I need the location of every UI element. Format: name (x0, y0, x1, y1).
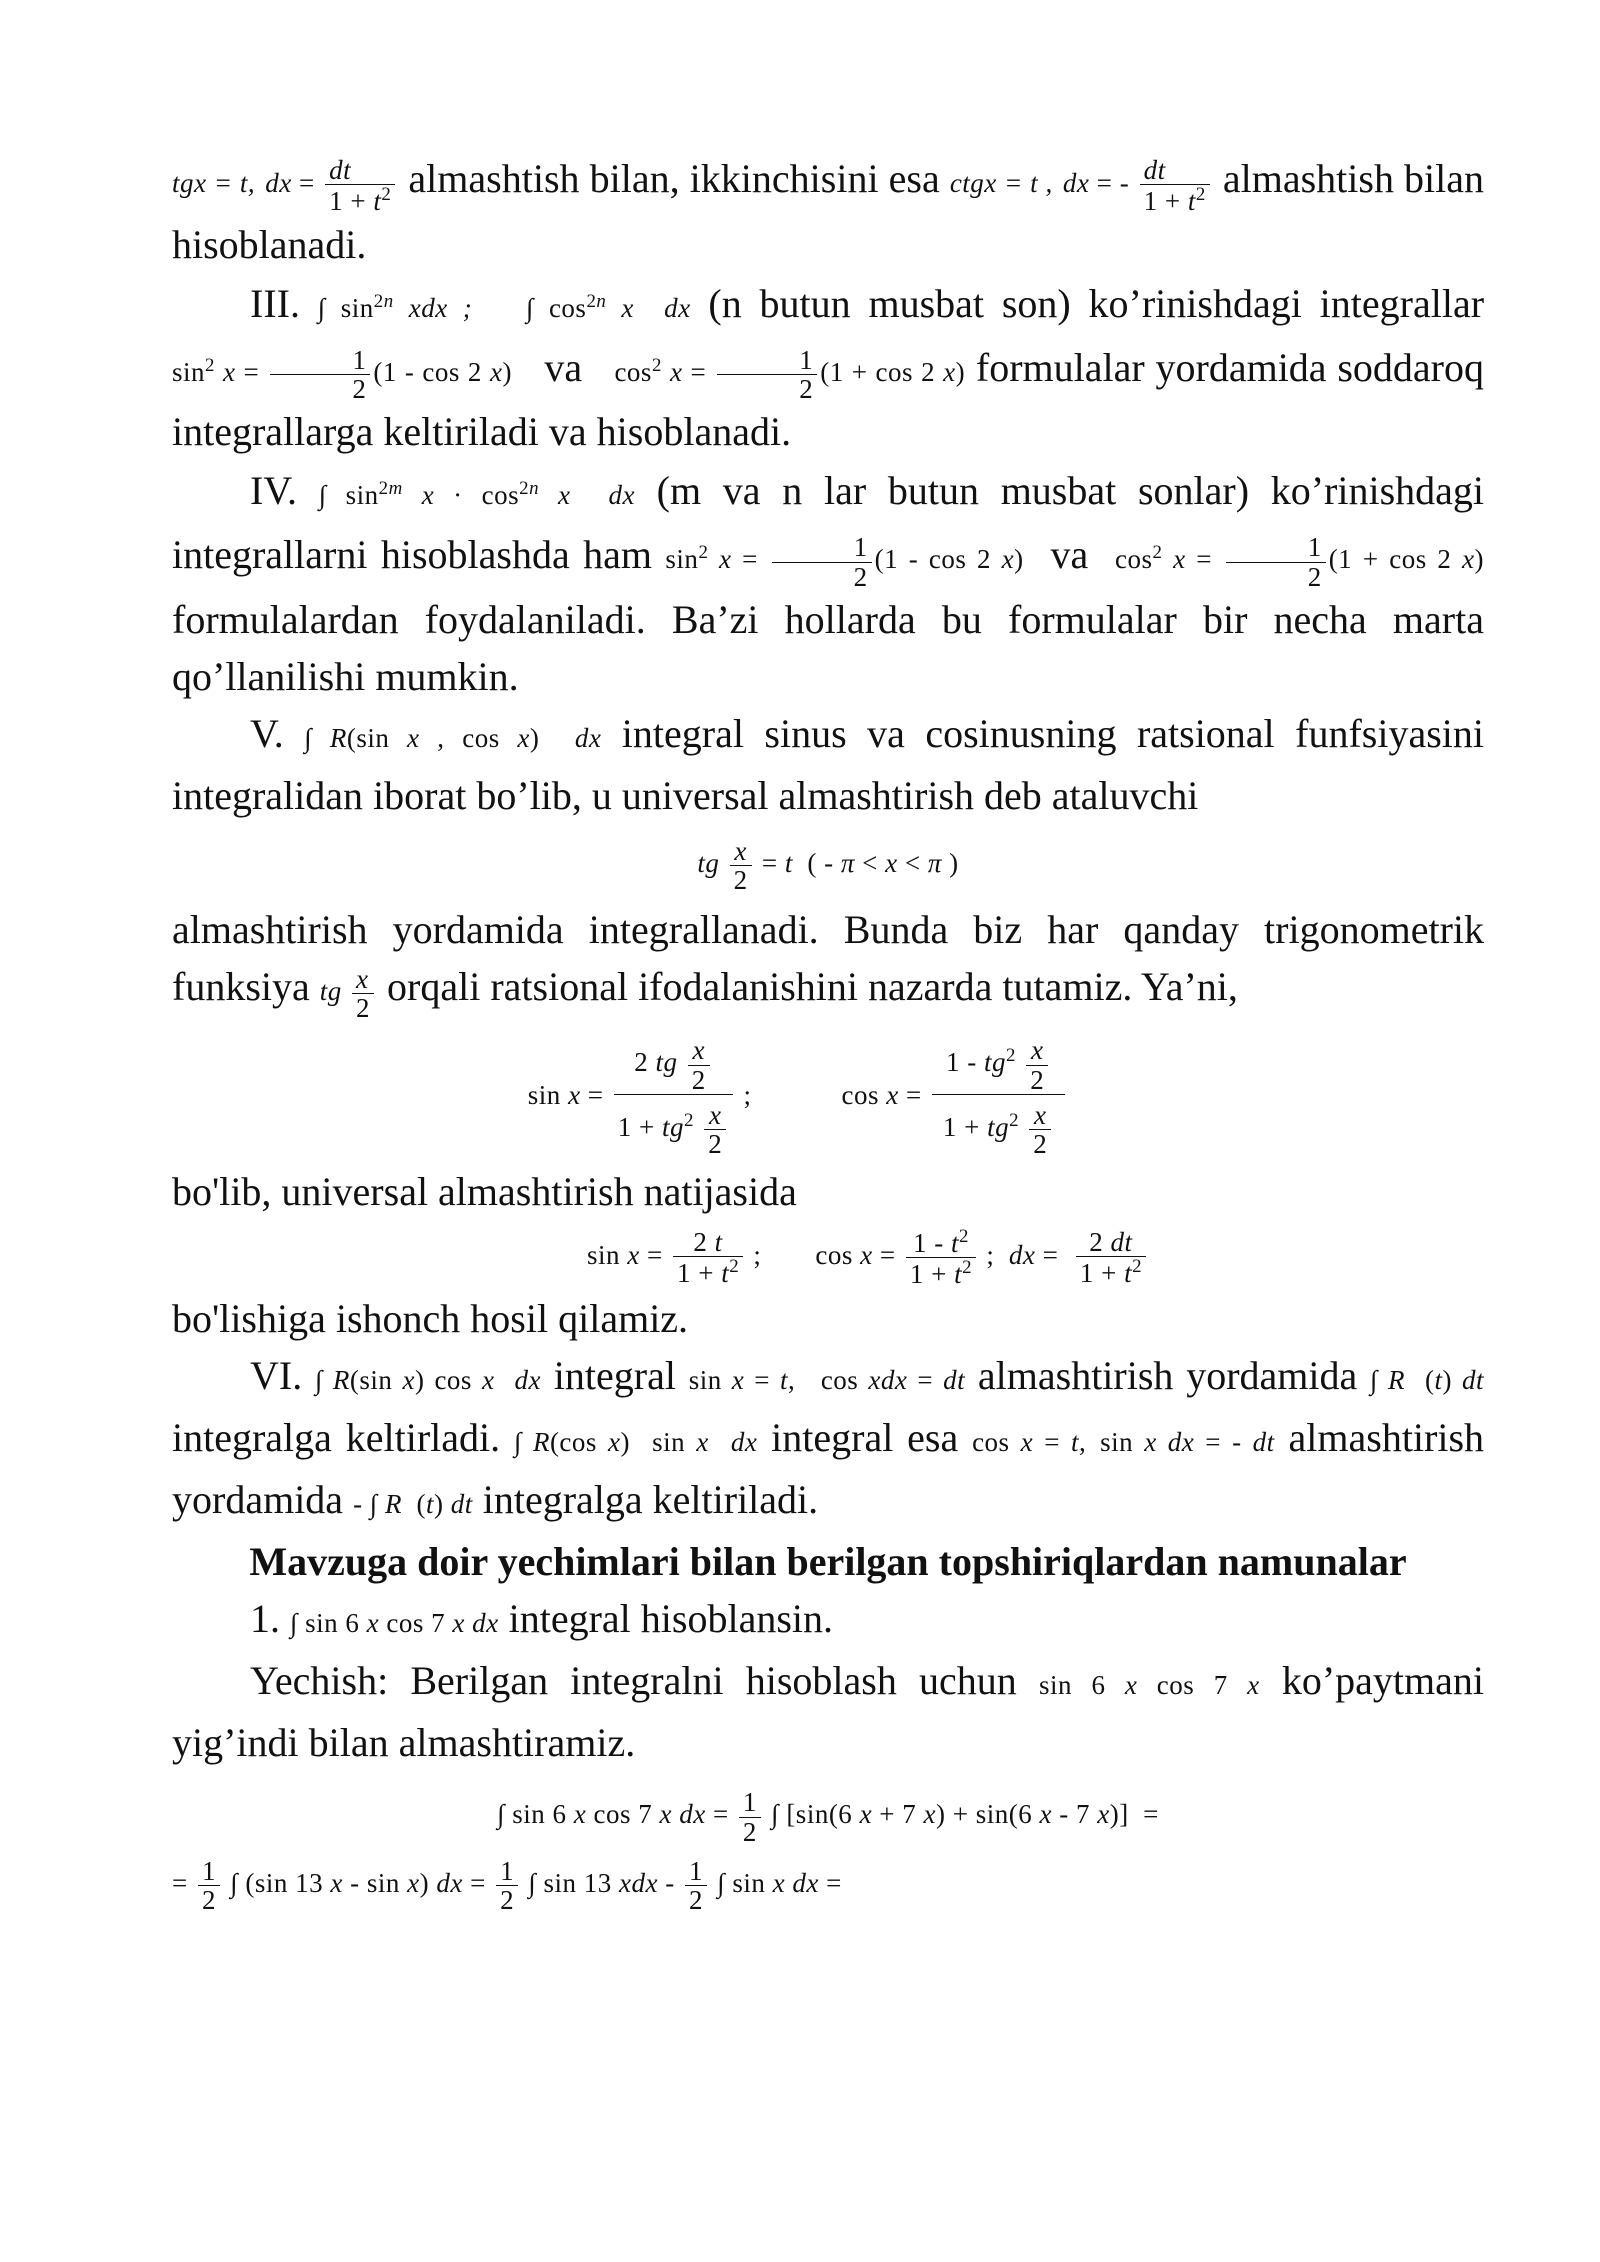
paragraph-text: integral hisoblansin. (508, 1596, 834, 1642)
paragraph-text: (n butun musbat son) ko’rinishdagi integrallar (708, 280, 1485, 326)
formula-dx-1: dx = $\frac{dt}{1 + t^2}$ (265, 168, 398, 198)
paragraph-text: almashtish bilan, ikkinchisini esa (408, 156, 940, 201)
paragraph-text-line (172, 1290, 1484, 1347)
formula-dx-2: dx = - $\frac{dt}{1 + t^2}$ (1063, 168, 1213, 198)
paragraph-substitution-intro (172, 150, 1484, 273)
formula-minus-int-R-t: - ∫ R (t) dt (353, 1489, 473, 1520)
paragraph-iv (172, 460, 1484, 705)
formula-int-cos2n: ∫ $\cos^{2n} x$ dx (525, 290, 691, 323)
formula-ctgx-t: ctgx = t , (949, 168, 1053, 198)
formula-solution-step-2: = $\frac{1}{2}$ ∫ (sin 13 x - sin x) dx = $\frac{1}{2}$ ∫ sin 13 xdx - $\frac{1}{2}$ ∫ sin x dx = (172, 1855, 842, 1916)
formula-cos2-half: $\cos^2 x$ = $\frac{1}{2}$ (1 + cos 2 x) (614, 344, 966, 404)
paragraph-iii (172, 273, 1484, 461)
section-number: III. (250, 280, 300, 326)
paragraph-v-continued (172, 901, 1484, 1023)
formula-universal-results: sin x = $\frac{2 t}{1 + t^2}$ ; cos x = $\frac{1 - t^2}{1 + t^2}$ ; dx = $\frac{2 dt}{1 + t^2}$ (172, 1222, 1484, 1289)
word-va: va (1050, 532, 1089, 578)
formula-int-R-sin-cos-dx: ∫ R(sin x) cos x dx (315, 1365, 541, 1396)
paragraph-text: bo'lishiga ishonch hosil qilamiz. (172, 1296, 689, 1342)
paragraph-text: hisoblanadi. (172, 221, 367, 267)
formula-sinxdx-minus-dt: sin x dx = - dt (1100, 1427, 1275, 1458)
paragraph-text: orqali ratsional ifodalanishini nazarda tutamiz. Ya’ni, (387, 963, 1238, 1009)
formula-sin6x-cos7x: sin 6 x cos 7 x (1039, 1670, 1260, 1701)
formula-int-sin6x-cos7x: ∫ sin 6 x cos 7 x dx (290, 1608, 499, 1639)
paragraph-text: ko’paytmani yig’indi bilan almashtiramiz. (172, 1658, 1485, 1766)
paragraph-text: almashtirish yordamida (977, 1353, 1358, 1399)
paragraph-text: almashtish bilan (1222, 156, 1485, 201)
paragraph-v (172, 705, 1484, 824)
paragraph-text: (m va n lar butun musbat sonlar) ko’rinishdagi (656, 468, 1485, 514)
formula-sin-cos-via-tg: sin x = 2 tg $\frac{x}{2}$ $1 + tg^2$ $\frac{x}{2}$ ; cos x = $1 - tg^2$ $\frac{x}{2}$ $1 + tg^2$ $\frac{x}{2}$ (172, 1036, 1484, 1158)
paragraph-text: formulalar yordamida soddaroq (975, 344, 1484, 390)
formula-sinx-t: sin x = t, (688, 1365, 796, 1396)
section-heading: Mavzuga doir yechimlari bilan berilgan topshiriqlardan namunalar (249, 1539, 1407, 1585)
example-1-solution (172, 1652, 1484, 1771)
formula-solution-step-1: ∫ sin 6 x cos 7 x dx = $\frac{1}{2}$ ∫ [sin(6 x + 7 x) + sin(6 x - 7 x)] = (497, 1787, 1159, 1847)
paragraph-text: formulalardan foydalaniladi. Ba’zi hollarda bu formulalar bir necha marta qo’llanilishi mumkin. (172, 596, 1484, 699)
paragraph-text: funksiya (172, 963, 310, 1009)
formula-int-R-cos-sin: ∫ R(cos x) sin x dx (513, 1427, 758, 1458)
formula-int-R-t: ∫ R (t) dt (1370, 1365, 1485, 1396)
paragraph-text: integralga keltirladi. (172, 1415, 501, 1461)
formula-cosx-t: cos x = t, (972, 1427, 1087, 1458)
paragraph-text: almashtirish yordamida (172, 1415, 1485, 1523)
formula-sin2-half: $\sin^2 x$ = $\frac{1}{2}$ (1 - cos 2 x) (665, 532, 1024, 592)
paragraph-text: integrallarga keltiriladi va hisoblanadi. (172, 409, 792, 455)
formula-int-sin2m-cos2n: ∫ $\sin^{2m} x \cdot \cos^{2n} x$ dx (318, 478, 635, 511)
paragraph-vi (172, 1347, 1484, 1533)
section-number: IV. (250, 468, 298, 514)
paragraph-text: integral (553, 1353, 676, 1399)
paragraph-text: Yechish: Berilgan integralni hisoblash uchun (250, 1658, 1017, 1704)
paragraph-text: integral esa (771, 1415, 959, 1461)
formula-tg-x2: tg $\frac{x}{2}$ (320, 976, 377, 1006)
example-1 (172, 1590, 1484, 1652)
formula-int-R-sin-cos: ∫ R(sin x , cos x) dx (304, 722, 602, 753)
paragraph-text: integral sinus va cosinusning ratsional funfsiyasini integralidan iborat bo’lib, u universal almashtirish deb ataluvchi (172, 710, 1485, 818)
document-page (172, 150, 1484, 1919)
formula-int-sin2n: ∫ $\sin^{2n}$ xdx ; (317, 290, 473, 323)
formula-sin2-half: $\sin^2 x$ = $\frac{1}{2}$ (1 - cos 2 x) (172, 344, 512, 404)
formula-cos2-half: $\cos^2 x$ = $\frac{1}{2}$ (1 + cos 2 x) (1115, 532, 1485, 592)
formula-universal-substitution: tg $\frac{x}{2}$ = t ( - π < x < π ) (697, 835, 959, 896)
paragraph-text-line (172, 1163, 1484, 1220)
word-va: va (544, 344, 583, 390)
formula-tgx-t: tgx = t, (172, 168, 256, 198)
formula-cosxdx-dt: cos xdx = dt (820, 1365, 966, 1396)
example-number: 1. (250, 1596, 280, 1642)
section-number: V. (250, 710, 284, 756)
paragraph-text: integrallarni hisoblashda ham (172, 532, 653, 578)
paragraph-text: integralga keltiriladi. (482, 1477, 819, 1523)
paragraph-text: almashtirish yordamida integrallanadi. Bunda biz har qanday trigonometrik (172, 906, 1484, 952)
paragraph-text: bo'lib, universal almashtirish natijasida (172, 1168, 797, 1214)
section-number: VI. (250, 1353, 303, 1399)
